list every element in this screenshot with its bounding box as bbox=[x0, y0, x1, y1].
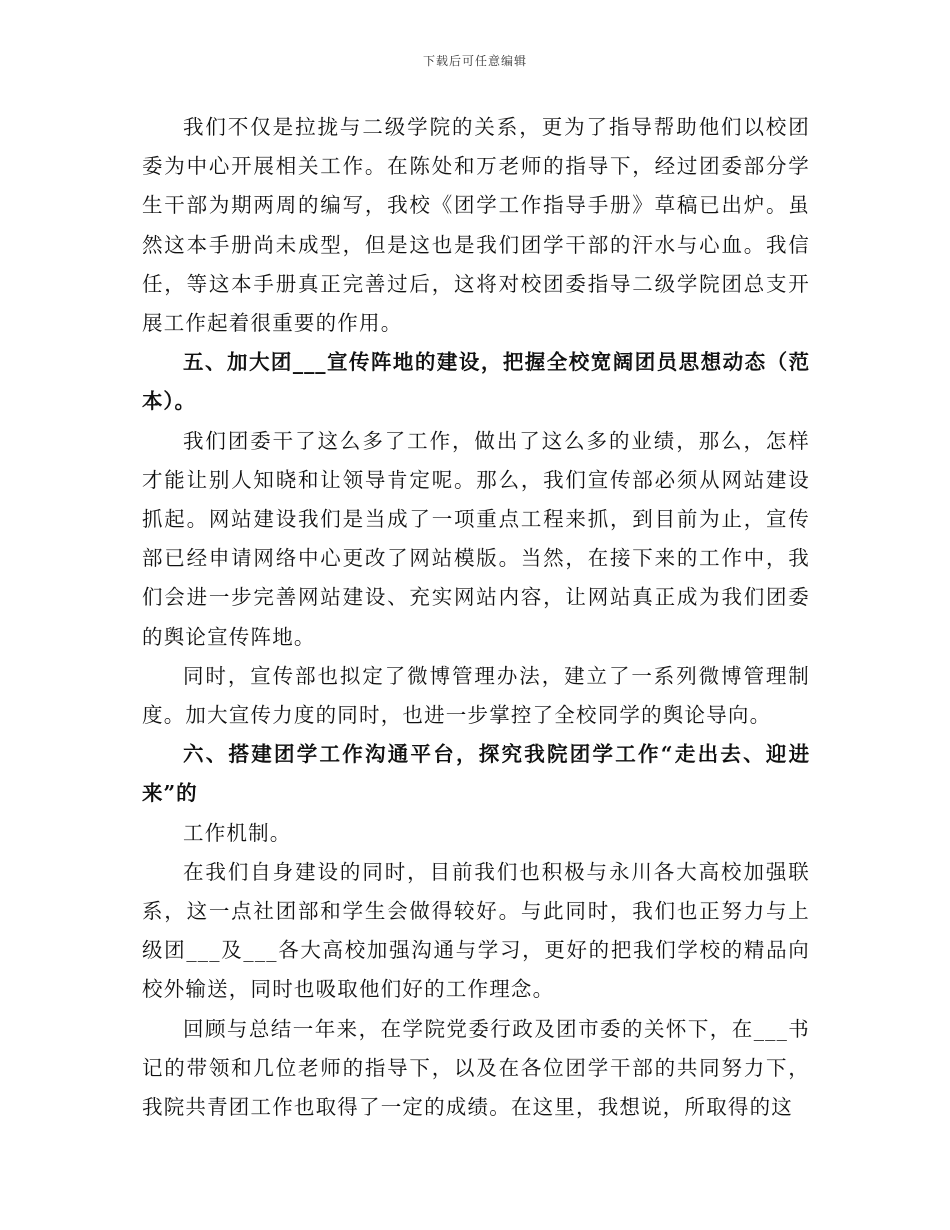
paragraph-review: 回顾与总结一年来，在学院党委行政及团市委的关怀下，在___书记的带领和几位老师的指导下，以及在各位团学干部的共同努力下，我院共青团工作也取得了一定的成绩。在这里，我想说，所取得的这 bbox=[142, 1016, 810, 1120]
heading-section-five: 五、加大团___宣传阵地的建设，把握全校宽阔团员思想动态（范本）。 bbox=[142, 350, 810, 414]
paragraph-weibo: 同时，宣传部也拟定了微博管理办法，建立了一系列微博管理制度。加大宣传力度的同时，也进一步掌控了全校同学的舆论导向。 bbox=[142, 663, 810, 728]
paragraph-handbook: 我们不仅是拉拢与二级学院的关系，更为了指导帮助他们以校团委为中心开展相关工作。在陈处和万老师的指导下，经过团委部分学生干部为期两周的编写，我校《团学工作指导手册》草稿已出炉。虽然这本手册尚未成型，但是这也是我们团学干部的汗水与心血。我信任，等这本手册真正完善过后，这将对校团委指导二级学院团总支开展工作起着很重要的作用。 bbox=[142, 115, 810, 336]
paragraph-website: 我们团委干了这么多了工作，做出了这么多的业绩，那么，怎样才能让别人知晓和让领导肯定呢。那么，我们宣传部必须从网站建设抓起。网站建设我们是当成了一项重点工程来抓，到目前为止，宣传部已经申请网络中心更改了网站模版。当然，在接下来的工作中，我们会进一步完善网站建设、充实网站内容，让网站真正成为我们团委的舆论宣传阵地。 bbox=[142, 428, 810, 649]
page-header: 下载后可任意编辑 bbox=[422, 54, 527, 68]
document-body bbox=[142, 108, 810, 1127]
paragraph-communication: 在我们自身建设的同时，目前我们也积极与永川各大高校加强联系，这一点社团部和学生会做得较好。与此同时，我们也正努力与上级团___及___各大高校加强沟通与学习，更好的把我们学校的精品向校外输送，同时也吸取他们好的工作理念。 bbox=[142, 859, 810, 1002]
paragraph-mechanism: 工作机制。 bbox=[183, 820, 292, 845]
heading-section-six: 六、搭建团学工作沟通平台，探究我院团学工作“走出去、迎进来”的 bbox=[142, 742, 810, 806]
